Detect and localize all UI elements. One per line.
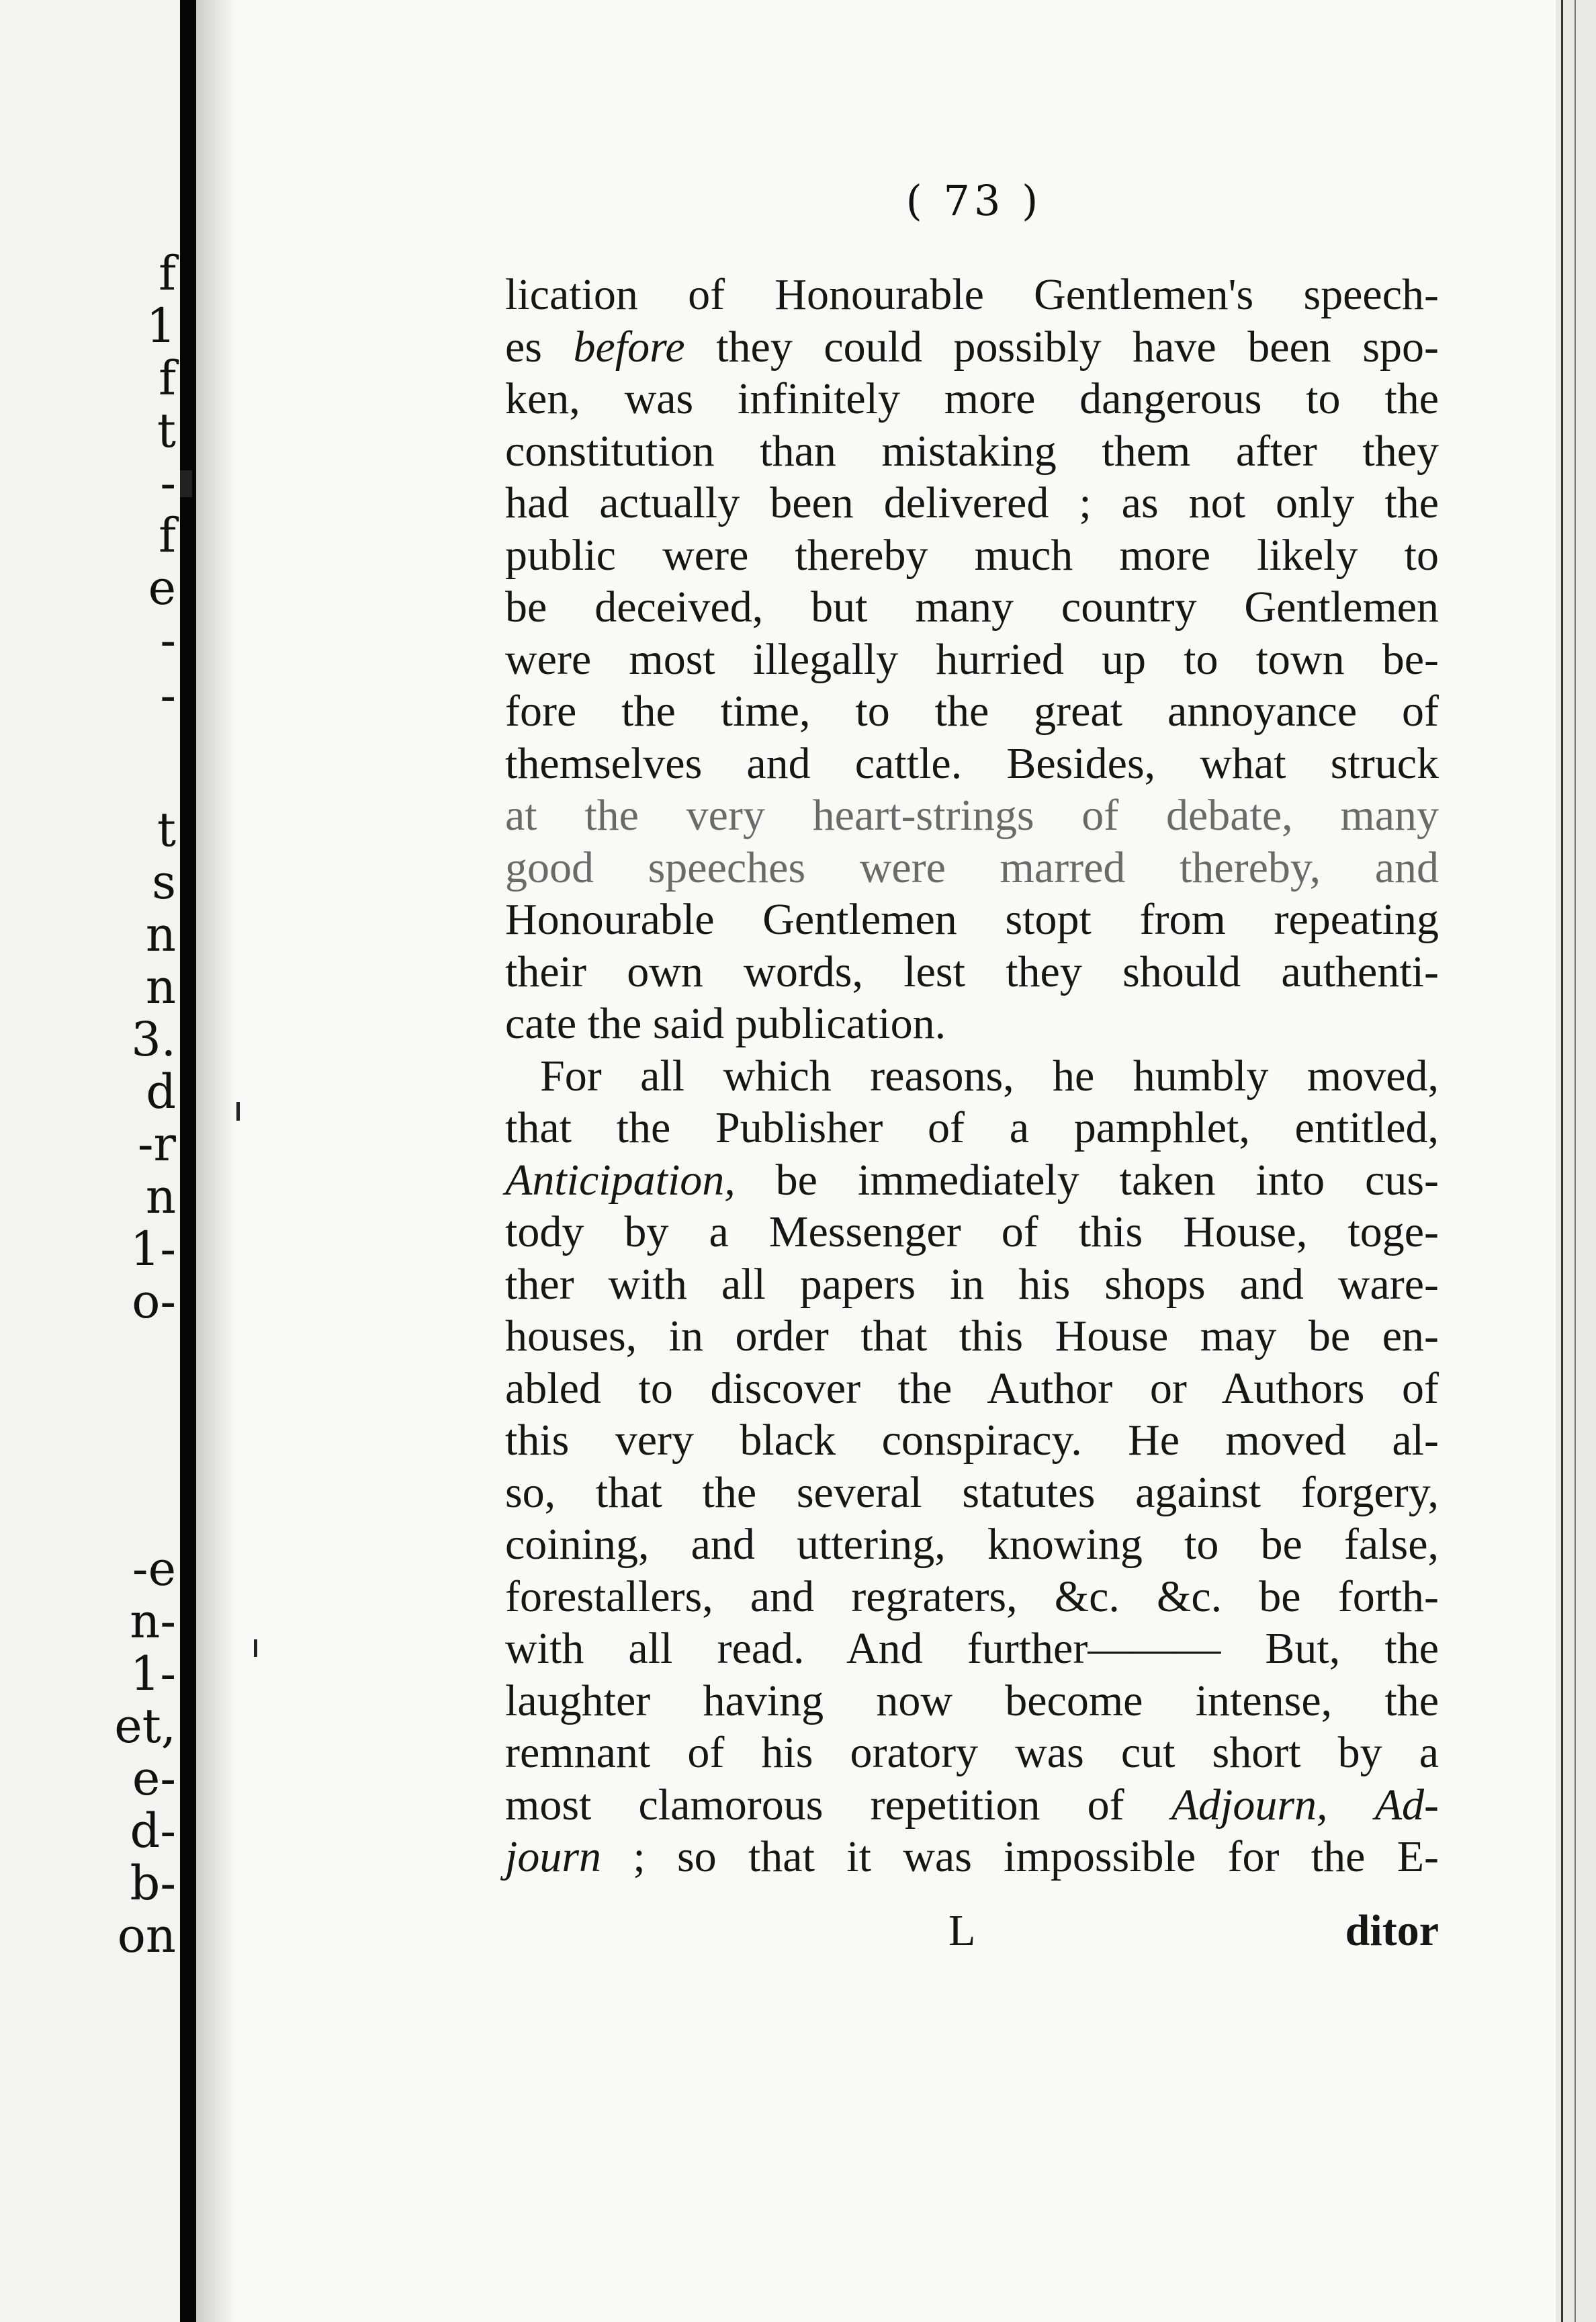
text-line: themselves and cattle. Besides, what struck <box>505 738 1439 788</box>
paragraph <box>505 1050 1439 1883</box>
facing-page-fragment: n <box>145 959 176 1015</box>
text-line: cate the said publication. <box>505 999 946 1048</box>
text-line: were most illegally hurried up to town be- <box>505 634 1439 684</box>
text-line: be deceived, but many country Gentlemen <box>505 583 1439 632</box>
facing-page-fragment: n- <box>130 1594 176 1649</box>
facing-page-fragment: -e <box>132 1541 176 1596</box>
text-line: remnant of his oratory was cut short by a <box>505 1728 1439 1777</box>
facing-page-fragment: o- <box>132 1274 176 1329</box>
text-line: forestallers, and regraters, &c. &c. be forth- <box>505 1572 1439 1621</box>
facing-page-fragment: -r <box>137 1117 176 1172</box>
facing-page-fragment: e <box>148 560 176 615</box>
text-line: fore the time, to the great annoyance of <box>505 687 1439 736</box>
facing-page-fragment: 1 <box>146 298 176 353</box>
gutter-shadow <box>196 0 236 2322</box>
text-line: tody by a Messenger of this House, toge- <box>505 1207 1439 1256</box>
facing-page-fragment: t <box>157 403 176 458</box>
facing-page-fragment: - <box>160 668 176 723</box>
gutter-mark <box>180 470 192 497</box>
page-stack-edge <box>1556 0 1596 2322</box>
text-line: ther with all papers in his shops and ware- <box>505 1259 1439 1309</box>
signature-mark: L <box>948 1906 976 1955</box>
facing-page-fragment: b- <box>130 1856 176 1911</box>
facing-page-fragment: f <box>159 508 176 563</box>
paragraph <box>505 269 1439 1050</box>
text-line: houses, in order that this House may be en- <box>505 1312 1439 1361</box>
text-line: ken, was infinitely more dangerous to the <box>505 374 1439 423</box>
text-line: good speeches were marred thereby, and <box>505 843 1439 892</box>
facing-page-fragment: 1- <box>130 1646 176 1701</box>
facing-page-fragment: d <box>146 1064 176 1119</box>
text-line: coining, and uttering, knowing to be false, <box>505 1520 1439 1569</box>
text-line: constitution than mistaking them after they <box>505 426 1439 476</box>
text-line: that the Publisher of a pamphlet, entitled, <box>505 1103 1439 1152</box>
text-line: had actually been delivered ; as not only the <box>505 478 1439 527</box>
text-line: at the very heart-strings of debate, many <box>505 791 1439 840</box>
facing-page-fragment: - <box>160 456 176 511</box>
catchword: ditor <box>1345 1906 1439 1955</box>
text-line: es before they could possibly have been spo- <box>505 322 1439 372</box>
facing-page-fragment: n <box>145 907 176 962</box>
text-line: with all read. And further——— But, the <box>505 1624 1439 1673</box>
facing-page-fragment: - <box>160 613 176 668</box>
text-line: their own words, lest they should authenti- <box>505 947 1439 996</box>
facing-page-fragment: et, <box>114 1698 176 1754</box>
facing-page-fragment: on <box>117 1908 176 1963</box>
book-gutter <box>180 0 196 2322</box>
facing-page-fragment: 1- <box>130 1221 176 1277</box>
text-line: journ ; so that it was impossible for the E- <box>505 1832 1439 1881</box>
margin-mark <box>236 1102 240 1121</box>
facing-page-fragment: t <box>157 802 176 857</box>
page-footer <box>505 1905 1439 1959</box>
text-line: public were thereby much more likely to <box>505 530 1439 580</box>
facing-page-edge <box>0 0 180 2322</box>
text-line: most clamorous repetition of Adjourn, Ad- <box>505 1780 1439 1830</box>
text-line: lication of Honourable Gentlemen's speech- <box>505 270 1439 319</box>
margin-mark <box>254 1639 257 1657</box>
text-line: Anticipation, be immediately taken into cus- <box>505 1155 1439 1205</box>
facing-page-fragment: n <box>145 1169 176 1224</box>
text-line: abled to discover the Author or Authors of <box>505 1363 1439 1413</box>
page-number: ( 73 ) <box>905 176 1043 225</box>
text-line: this very black conspiracy. He moved al- <box>505 1416 1439 1465</box>
facing-page-fragment: f <box>159 246 176 301</box>
facing-page-fragment: s <box>152 855 176 910</box>
facing-page-fragment: d- <box>130 1803 176 1858</box>
facing-page-fragment: f <box>159 351 176 406</box>
text-line: laughter having now become intense, the <box>505 1676 1439 1725</box>
facing-page-fragment: e- <box>132 1751 176 1806</box>
facing-page-fragments <box>0 0 180 2322</box>
text-line: Honourable Gentlemen stopt from repeating <box>505 895 1439 944</box>
text-line: so, that the several statutes against forgery, <box>505 1467 1439 1517</box>
text-line: For all which reasons, he humbly moved, <box>540 1051 1439 1101</box>
text-line <box>505 321 1439 374</box>
body-text <box>505 269 1439 1883</box>
facing-page-fragment: 3. <box>131 1012 176 1067</box>
